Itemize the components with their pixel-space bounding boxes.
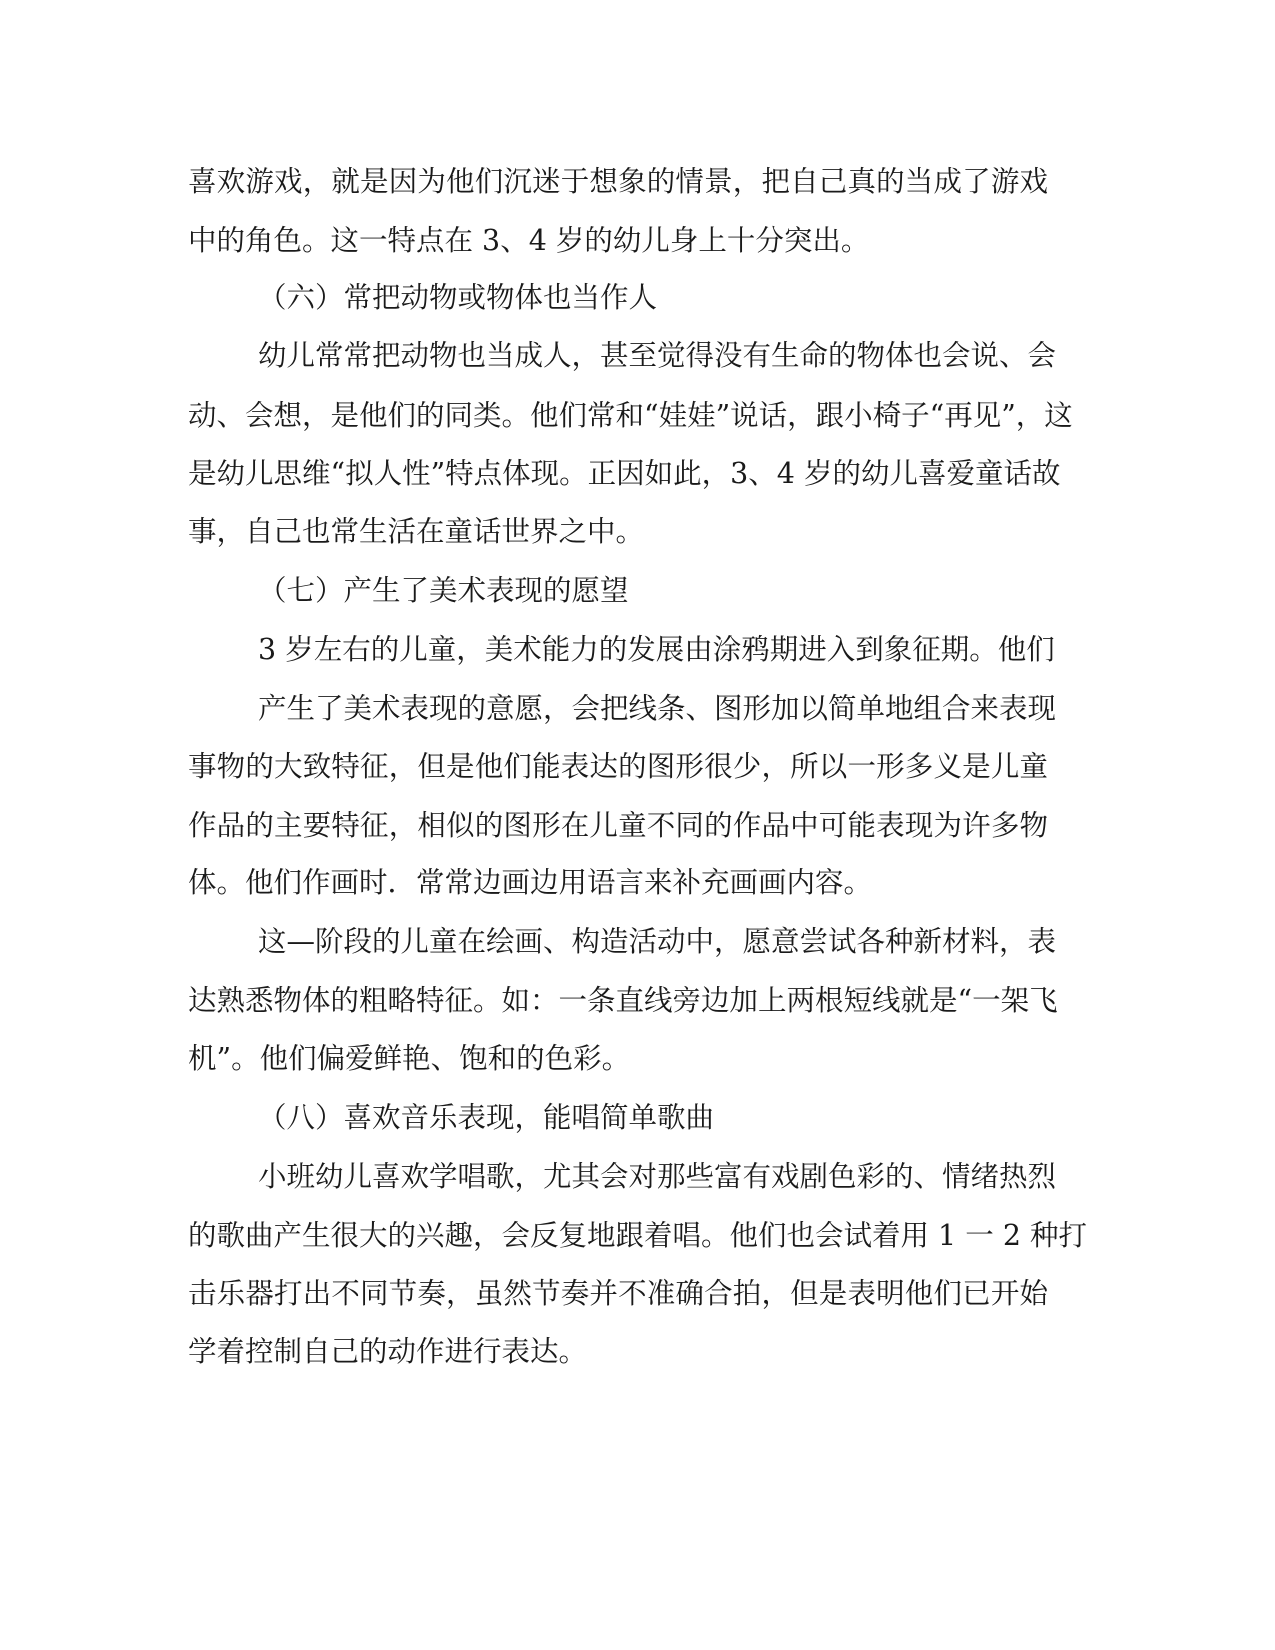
- body-text-line: 击乐器打出不同节奏，虽然节奏并不准确合拍，但是表明他们已开始: [188, 1277, 1048, 1310]
- body-text-line: 小班幼儿喜欢学唱歌，尤其会对那些富有戏剧色彩的、情绪热烈: [258, 1160, 1057, 1193]
- body-text-line: 机”。他们偏爱鲜艳、饱和的色彩。: [188, 1042, 631, 1075]
- body-text-line: 幼儿常常把动物也当成人，甚至觉得没有生命的物体也会说、会: [258, 339, 1057, 372]
- body-text-line: 是幼儿思维“拟人性”特点体现。正因如此，3、4 岁的幼儿喜爱童话故: [188, 457, 1061, 490]
- body-text-line: 这—阶段的儿童在绘画、构造活动中，愿意尝试各种新材料，表: [258, 925, 1057, 958]
- body-text-line: 作品的主要特征，相似的图形在儿童不同的作品中可能表现为许多物: [188, 809, 1048, 842]
- body-text-line: 学着控制自己的动作进行表达。: [188, 1335, 588, 1368]
- section-heading: （六）常把动物或物体也当作人: [258, 281, 658, 314]
- body-text-line: 事物的大致特征，但是他们能表达的图形很少，所以一形多义是儿童: [188, 750, 1048, 783]
- body-text-line: 的歌曲产生很大的兴趣，会反复地跟着唱。他们也会试着用 1 一 2 种打: [188, 1219, 1088, 1252]
- body-text-line: 动、会想，是他们的同类。他们常和“娃娃”说话，跟小椅子“再见”，这: [188, 399, 1073, 432]
- body-text-line: 产生了美术表现的意愿，会把线条、图形加以简单地组合来表现: [258, 692, 1057, 725]
- body-text-line: 事，自己也常生活在童话世界之中。: [188, 515, 645, 548]
- body-text-line: 中的角色。这一特点在 3、4 岁的幼儿身上十分突出。: [188, 224, 870, 257]
- section-heading: （七）产生了美术表现的愿望: [258, 574, 629, 607]
- body-text-line: 达熟悉物体的粗略特征。如：一条直线旁边加上两根短线就是“一架飞: [188, 984, 1058, 1017]
- section-heading: （八）喜欢音乐表现，能唱简单歌曲: [258, 1101, 715, 1134]
- body-text-line: 体。他们作画时．常常边画边用语言来补充画画内容。: [188, 866, 873, 899]
- body-text-line: 3 岁左右的儿童，美术能力的发展由涂鸦期进入到象征期。他们: [258, 633, 1055, 666]
- body-text-line: 喜欢游戏，就是因为他们沉迷于想象的情景，把自己真的当成了游戏: [188, 165, 1048, 198]
